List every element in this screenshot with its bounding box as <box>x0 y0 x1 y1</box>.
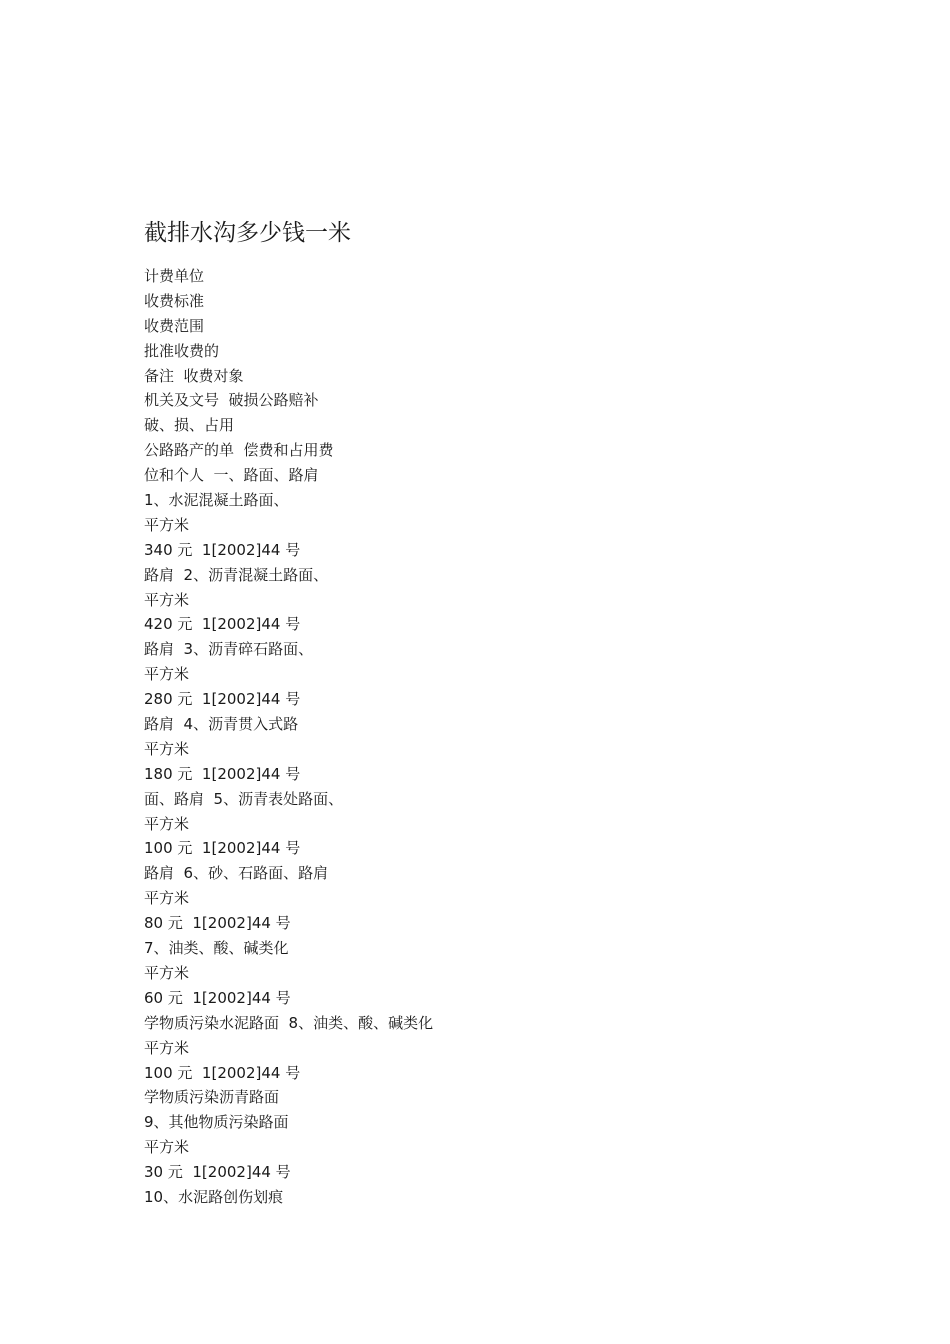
text-line: 420 元 1[2002]44 号 <box>144 615 301 634</box>
text-line: 平方米 <box>144 1038 190 1057</box>
text-line: 1、水泥混凝土路面、 <box>144 491 289 510</box>
text-line: 30 元 1[2002]44 号 <box>144 1163 291 1182</box>
document-title: 截排水沟多少钱一米 <box>144 220 351 246</box>
text-line: 平方米 <box>144 665 190 684</box>
text-line: 340 元 1[2002]44 号 <box>144 540 301 559</box>
text-line: 面、路肩 5、沥青表处路面、 <box>144 789 344 808</box>
text-line: 180 元 1[2002]44 号 <box>144 764 301 783</box>
text-line: 计费单位 <box>144 267 205 285</box>
text-line: 平方米 <box>144 889 190 908</box>
text-line: 收费标准 <box>144 291 205 310</box>
text-line: 路肩 4、沥青贯入式路 <box>144 715 299 734</box>
text-line: 平方米 <box>144 515 190 534</box>
text-line: 平方米 <box>144 963 190 982</box>
text-line: 100 元 1[2002]44 号 <box>144 1063 301 1082</box>
text-line: 路肩 2、沥青混凝土路面、 <box>144 565 329 584</box>
text-line: 100 元 1[2002]44 号 <box>144 839 301 858</box>
text-line: 学物质污染水泥路面 8、油类、酸、碱类化 <box>144 1013 434 1032</box>
text-line: 路肩 3、沥青碎石路面、 <box>144 640 314 659</box>
text-line: 平方米 <box>144 590 190 609</box>
text-line: 收费范围 <box>144 316 205 335</box>
text-line: 10、水泥路创伤划痕 <box>144 1187 284 1206</box>
text-line: 位和个人 一、路面、路肩 <box>144 466 319 485</box>
text-line: 机关及文号 破损公路赔补 <box>144 391 319 410</box>
text-line: 80 元 1[2002]44 号 <box>144 914 291 933</box>
text-line: 平方米 <box>144 1138 190 1157</box>
text-line: 60 元 1[2002]44 号 <box>144 988 291 1007</box>
text-line: 路肩 6、砂、石路面、路肩 <box>144 864 329 883</box>
text-line: 平方米 <box>144 814 190 833</box>
text-line: 公路路产的单 偿费和占用费 <box>144 441 334 460</box>
document-body <box>144 264 433 1210</box>
text-line: 批准收费的 <box>144 341 220 360</box>
text-line: 学物质污染沥青路面 <box>144 1088 280 1107</box>
text-line: 破、损、占用 <box>144 416 235 435</box>
text-line: 备注 收费对象 <box>144 366 244 385</box>
text-line: 7、油类、酸、碱类化 <box>144 939 289 958</box>
text-line: 平方米 <box>144 739 190 758</box>
text-line: 9、其他物质污染路面 <box>144 1113 289 1132</box>
text-line: 280 元 1[2002]44 号 <box>144 690 301 709</box>
